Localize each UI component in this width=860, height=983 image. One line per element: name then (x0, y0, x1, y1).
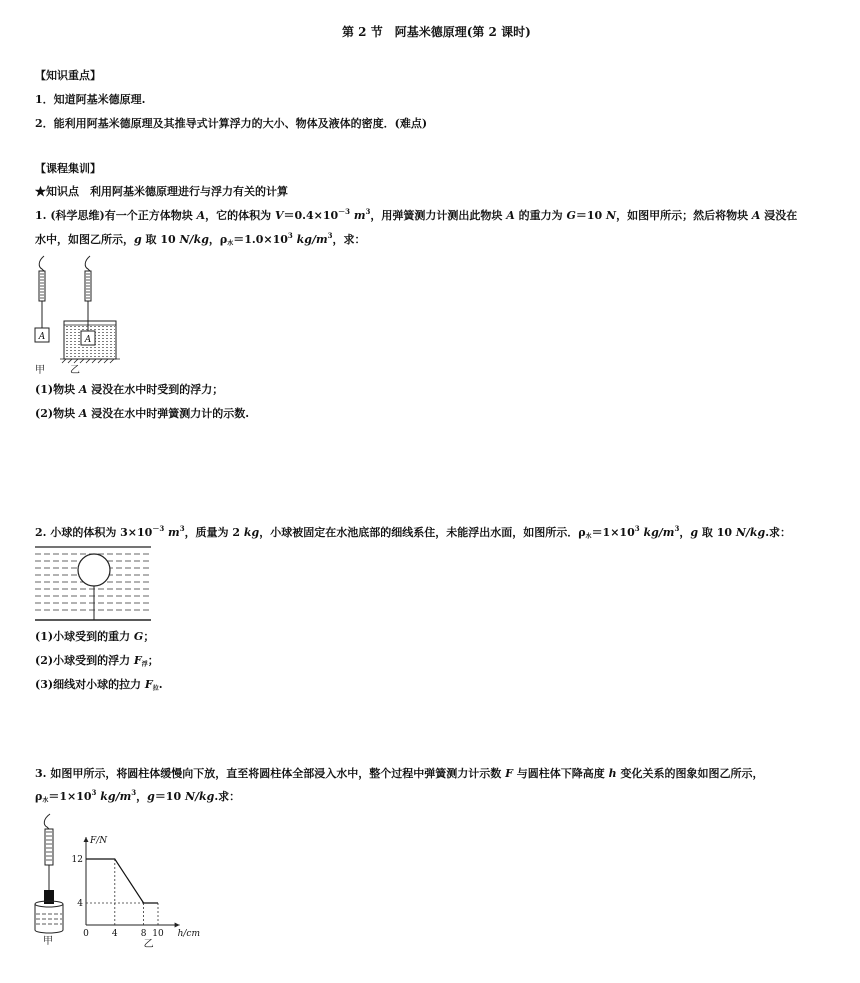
focus-heading: 【知识重点】 (35, 69, 101, 82)
q1-line-1: 1. (科学思维)有一个正方体物块 A，它的体积为 $V=0.4\times 10^{-3}$ $m^3$，用弹簧测力计测出此物块 A 的重力为 G＝10 N，如图甲所示；然后将物块 A 浸没在 (35, 207, 798, 222)
q3-line-2: $\rho_水=1\times 10^3$ $kg/m^3$，g＝10 N/kg.求： (35, 788, 241, 804)
q1-sub-1: (1)物块 A 浸没在水中时受到的浮力； (35, 383, 224, 396)
beaker (35, 901, 63, 933)
y-axis-label: F/N (90, 836, 108, 846)
q2-sub-1: (1)小球受到的重力 G； (35, 630, 155, 643)
focus-item-1: 1．知道阿基米德原理. (35, 93, 146, 106)
x-axis-arrow (175, 923, 180, 928)
x-tick-label: 8 (140, 929, 147, 939)
y-tick-label: 4 (77, 899, 83, 909)
fig-label-yi-3: 乙 (143, 939, 154, 950)
focus-item-2: 2．能利用阿基米德原理及其推导式计算浮力的大小、物体及液体的密度．(难点) (35, 117, 428, 130)
fig-label-yi: 乙 (70, 365, 80, 376)
fig-label-jia-3: 甲 (43, 936, 53, 947)
y-tick-label: 12 (71, 855, 83, 865)
q1-figure (30, 253, 130, 375)
x-tick-label: 0 (83, 929, 89, 939)
page-title: 第 2 节 阿基米德原理(第 2 课时) (342, 25, 531, 39)
spring-scale-left (39, 256, 45, 328)
svg-text:A: A (84, 335, 92, 345)
y-axis-arrow (84, 837, 89, 842)
q3-chart (68, 836, 201, 950)
spring-scale-right (85, 256, 91, 331)
q2-sub-2: (2)小球受到的浮力 $F_浮$； (35, 654, 159, 668)
q2-sub-3: (3)细线对小球的拉力 $F_拉$. (35, 678, 163, 692)
cylinder-block (44, 890, 54, 904)
x-tick-label: 10 (152, 929, 164, 939)
x-axis-label: h/cm (177, 929, 201, 939)
q2-line: 2. 小球的体积为 $3\times 10^{-3}$ $m^3$，质量为 2 kg，小球被固定在水池底部的细线系住，未能浮出水面，如图所示．$\rho_水=1\times 10^3$ $kg/m^3$，g 取 10 N/kg.求： (35, 524, 792, 540)
q1-sub-2: (2)物块 A 浸没在水中时弹簧测力计的示数. (35, 407, 250, 420)
q2-figure (33, 544, 153, 624)
x-tick-label: 4 (111, 929, 118, 939)
knowledge-point: ★知识点 利用阿基米德原理进行与浮力有关的计算 (35, 185, 288, 198)
series-line (86, 859, 158, 903)
q1-line-2: 水中，如图乙所示，g 取 10 N/kg，$\rho_水=1.0\times 10^3$ $kg/m^3$，求： (35, 231, 366, 247)
ball (78, 554, 110, 586)
svg-text:A: A (38, 332, 46, 342)
fig-label-jia: 甲 (35, 365, 45, 376)
q3-line-1: 3. 如图甲所示，将圆柱体缓慢向下放，直至将圆柱体全部浸入水中，整个过程中弹簧测力计示数 F 与圆柱体下降高度 h 变化关系的图象如图乙所示， (35, 767, 764, 780)
q3-apparatus-figure (30, 812, 70, 948)
training-heading: 【课程集训】 (35, 162, 101, 175)
